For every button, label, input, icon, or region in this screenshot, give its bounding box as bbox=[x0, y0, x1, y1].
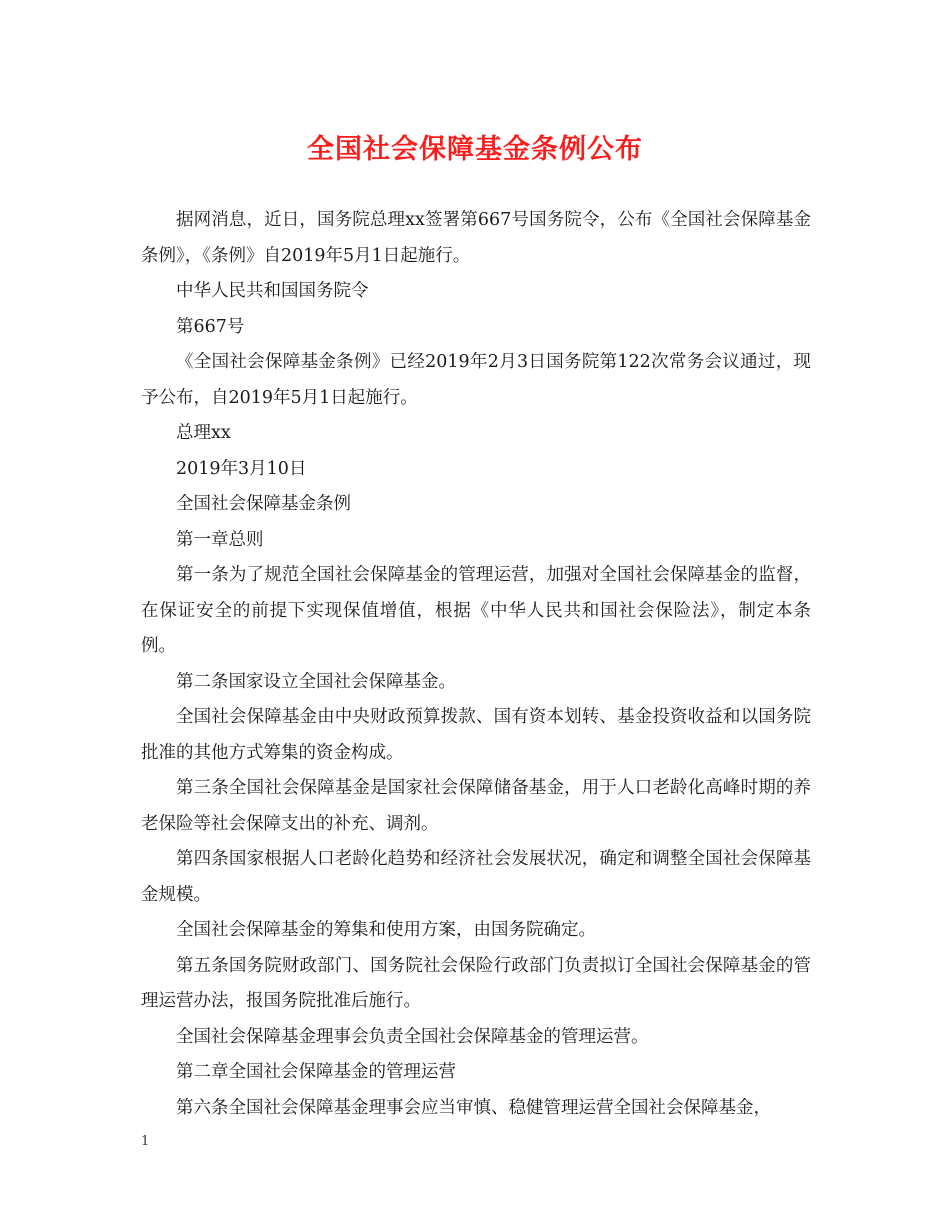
document-body bbox=[141, 203, 811, 1126]
paragraph: 第一章总则 bbox=[176, 529, 264, 550]
paragraph: 第六条全国社会保障基金理事会应当审慎、稳健管理运营全国社会保障基金， bbox=[176, 1097, 771, 1118]
paragraph: 第三条全国社会保障基金是国家社会保障储备基金，用于人口老龄化高峰时期的养老保险等社会保障支出的补充、调剂。 bbox=[141, 778, 811, 834]
paragraph: 第四条国家根据人口老龄化趋势和经济社会发展状况，确定和调整全国社会保障基金规模。 bbox=[141, 849, 811, 905]
paragraph: 第二条国家设立全国社会保障基金。 bbox=[176, 671, 456, 692]
paragraph: 全国社会保障基金由中央财政预算拨款、国有资本划转、基金投资收益和以国务院批准的其他方式筹集的资金构成。 bbox=[141, 707, 811, 763]
paragraph: 第二章全国社会保障基金的管理运营 bbox=[176, 1062, 456, 1082]
document-title: 全国社会保障基金条例公布 bbox=[307, 134, 643, 165]
paragraph: 第一条为了规范全国社会保障基金的管理运营，加强对全国社会保障基金的监督，在保证安全的前提下实现保值增值，根据《中华人民共和国社会保险法》，制定本条例。 bbox=[141, 565, 811, 656]
paragraph: 《全国社会保障基金条例》已经2019年2月3日国务院第122次常务会议通过，现予公布，自2019年5月1日起施行。 bbox=[141, 352, 811, 408]
paragraph: 第667号 bbox=[176, 316, 245, 337]
paragraph: 2019年3月10日 bbox=[176, 458, 307, 479]
paragraph: 全国社会保障基金条例 bbox=[176, 494, 351, 514]
paragraph: 据网消息，近日，国务院总理xx签署第667号国务院令，公布《全国社会保障基金条例》，《条例》自2019年5月1日起施行。 bbox=[141, 210, 811, 266]
paragraph: 总理xx bbox=[176, 423, 231, 443]
paragraph: 全国社会保障基金的筹集和使用方案，由国务院确定。 bbox=[176, 920, 596, 940]
paragraph: 第五条国务院财政部门、国务院社会保险行政部门负责拟订全国社会保障基金的管理运营办法，报国务院批准后施行。 bbox=[141, 955, 811, 1011]
paragraph: 全国社会保障基金理事会负责全国社会保障基金的管理运营。 bbox=[176, 1026, 649, 1047]
paragraph: 中华人民共和国国务院令 bbox=[176, 281, 369, 301]
page-number: 1 bbox=[141, 1134, 150, 1149]
